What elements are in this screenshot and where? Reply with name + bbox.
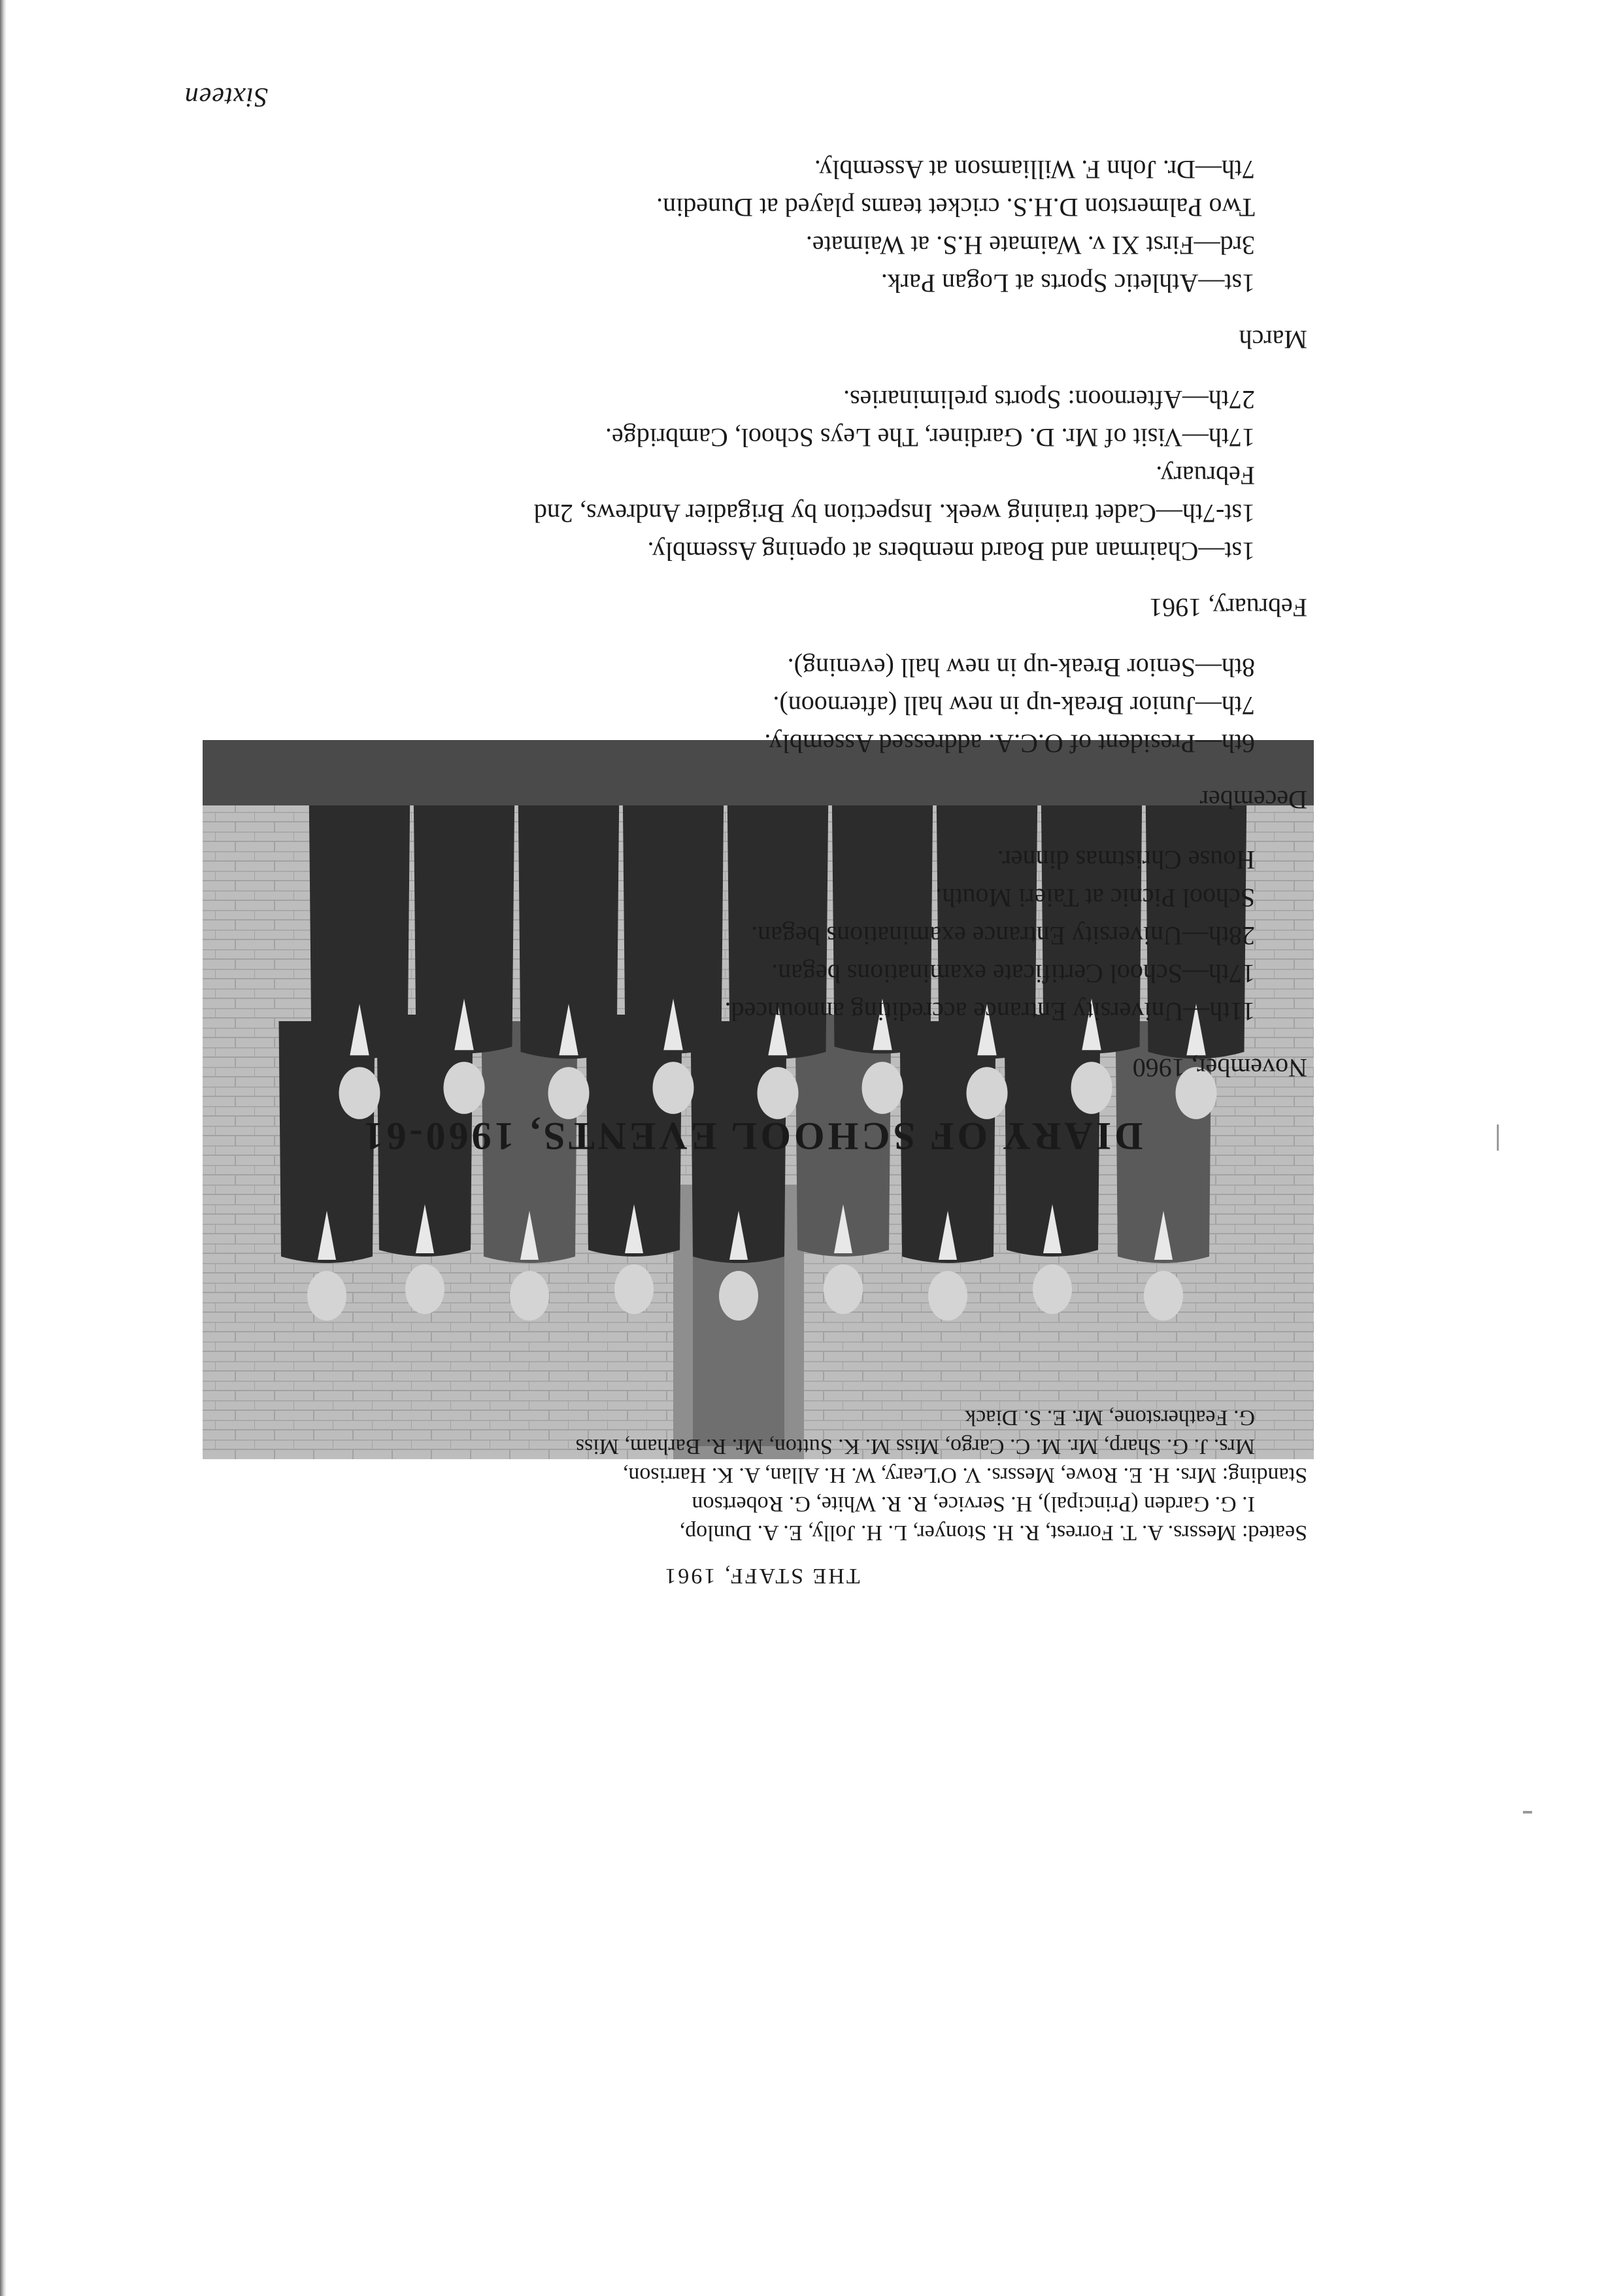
diary-entry [196, 264, 1307, 302]
diary-entry-line: House Christmas dinner. [997, 845, 1255, 875]
diary-entry-line: 7th—Junior Break-up in new hall (afternoon). [773, 691, 1255, 720]
diary-title: DIARY OF SCHOOL EVENTS, 1960-61 [360, 1115, 1143, 1158]
caption-line: Standing: Mrs. H. E. Rowe, Messrs. V. O'Leary, W. H. Allan, A. K. Harrison, [622, 1463, 1307, 1487]
diary-entry-line: 1st—Athletic Sports at Logan Park. [880, 269, 1255, 298]
diary-entry [196, 686, 1307, 724]
diary-entry [196, 841, 1307, 879]
month-heading: November, 1960 [1132, 1053, 1307, 1083]
diary-events [196, 150, 1307, 1087]
caption-line: Seated: Messrs. A. T. Forrest, R. H. Stonyer, L. H. Jolly, E. A. Dunlop, [679, 1521, 1307, 1545]
diary-entry [196, 532, 1307, 570]
diary-entry-line: 3rd—First XI v. Waimate H.S. at Waimate. [805, 231, 1255, 260]
diary-entry [196, 418, 1307, 456]
diary-entry-line: School Picnic at Taieri Mouth. [935, 883, 1255, 913]
diary-entry-line: 1st—Chairman and Board members at opening Assembly. [647, 537, 1255, 566]
caption-line: I. G. Garden (Principal), H. Service, R. R. White, G. Robertson [692, 1492, 1255, 1516]
diary-entry [196, 992, 1307, 1030]
diary-entry [196, 150, 1307, 188]
month-heading: December [1199, 785, 1307, 815]
diary-entry-line: 27th—Afternoon: Sports preliminaries. [843, 385, 1255, 414]
diary-entry [196, 879, 1307, 917]
diary-entry [196, 917, 1307, 954]
diary-entry-line: 11th—University Entrance accrediting announced. [724, 997, 1255, 1026]
diary-entry [196, 954, 1307, 992]
diary-entry-line: 1st-7th—Cadet training week. Inspection by Brigadier Andrews, 2nd [533, 499, 1255, 528]
diary-entry-line: 28th—University Entrance examinations began. [751, 921, 1255, 951]
diary-entry [196, 226, 1307, 264]
diary-entry-line: 7th—Dr. John F. Williamson at Assembly. [814, 155, 1255, 184]
month-heading: March [1239, 325, 1307, 354]
caption-line: Mrs. J. G. Sharp, Mr. M. C. Cargo, Miss M. K. Sutton, Mr. R. Barham, Miss [575, 1434, 1255, 1459]
photo-caption [216, 1403, 1307, 1590]
diary-entry [196, 649, 1307, 686]
diary-entry-line: Two Palmerston D.H.S. cricket teams played at Dunedin. [656, 193, 1255, 222]
diary-entry [196, 456, 1307, 532]
diary-entry-line: 8th—Senior Break-up in new hall (evening). [787, 653, 1255, 683]
diary-entry-line: 17th—School Certificate examinations began. [771, 959, 1255, 988]
diary-entry [196, 188, 1307, 226]
diary-entry-line: 6th—President of O.C.A. addressed Assembly. [764, 729, 1255, 758]
diary-entry [196, 724, 1307, 762]
diary-entry [196, 380, 1307, 418]
caption-title: THE STAFF, 1961 [663, 1564, 860, 1588]
page-folio: Sixteen [184, 82, 268, 112]
diary-entry-line: 17th—Visit of Mr. D. Gardiner, The Leys School, Cambridge. [605, 423, 1255, 452]
diary-entry-line: February. [1156, 461, 1255, 490]
month-heading: February, 1961 [1149, 593, 1307, 622]
caption-line: G. Featherstone, Mr. E. S. Diack [965, 1406, 1255, 1430]
